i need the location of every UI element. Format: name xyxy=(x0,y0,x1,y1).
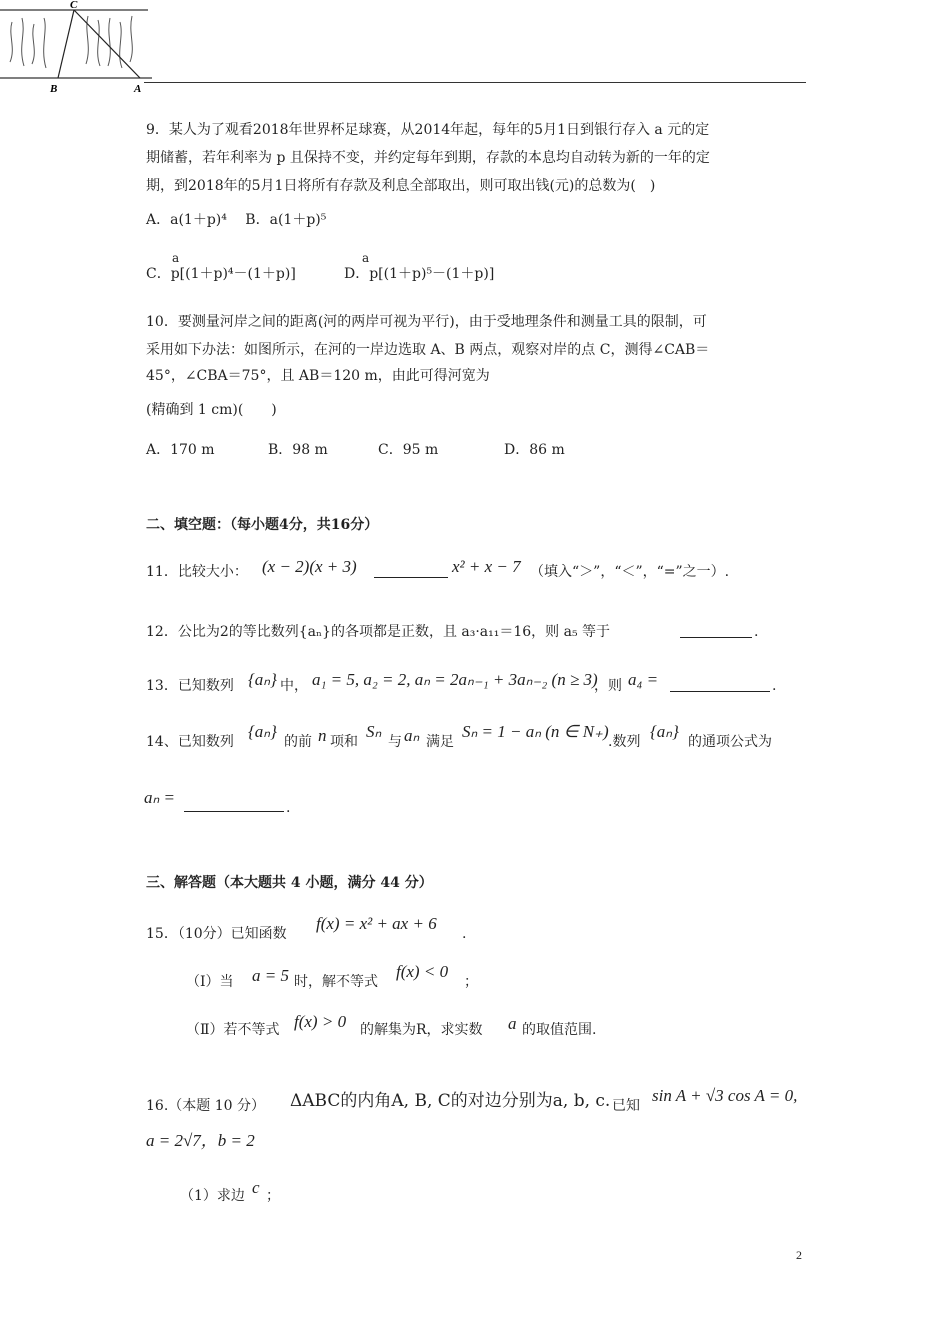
q10-option-b: B．98 m xyxy=(268,442,328,458)
q9-line3: 期，到2018年的5月1日将所有存款及利息全部取出，则可取出钱(元)的总数为( ) xyxy=(146,178,656,194)
q14-condition: Sₙ = 1 − aₙ (n ∈ N₊) xyxy=(462,722,609,741)
q10-line3: 45°，∠CBA＝75°，且 AB＝120 m，由此可得河宽为 xyxy=(146,368,490,384)
q16-part1-prefix: （1）求边 xyxy=(180,1188,245,1204)
q11-expr2: x² + x − 7 xyxy=(452,557,521,576)
q12-tail: . xyxy=(754,624,759,640)
q15-part2-inequality: f(x) > 0 xyxy=(294,1012,347,1031)
q13-then: ，则 xyxy=(594,678,622,694)
q11-suffix: （填入“＞”，“＜”，“=”之一）. xyxy=(530,564,730,580)
q14-sn: Sₙ xyxy=(366,722,382,741)
q14-tail: . xyxy=(286,800,291,816)
q12-text: 12．公比为2的等比数列{aₙ}的各项都是正数，且 a₃·a₁₁＝16，则 a₅ 等于 xyxy=(146,624,611,640)
q14-t3: 与 xyxy=(388,734,402,750)
point-c-label: C xyxy=(70,0,78,11)
q16-part1-c: c xyxy=(252,1178,260,1197)
q12-answer-blank[interactable] xyxy=(680,622,752,638)
q11-expr1: (x − 2)(x + 3) xyxy=(262,557,357,576)
q16-part1-tail: ； xyxy=(266,1188,280,1204)
q10-option-d: D．86 m xyxy=(504,442,565,458)
q10-line1: 10．要测量河岸之间的距离(河的两岸可视为平行)，由于受地理条件和测量工具的限制，可 xyxy=(146,314,707,330)
q16-equation: sin A + √3 cos A = 0, xyxy=(652,1086,798,1105)
q15-part2-prefix: （Ⅱ）若不等式 xyxy=(186,1022,280,1038)
q10-line2: 采用如下办法：如图所示，在河的一岸边选取 A、B 两点，观察对岸的点 C，测得∠CAB＝ xyxy=(146,342,710,358)
q15-part1-tail: ； xyxy=(464,974,478,990)
q9-line1: 9．某人为了观看2018年世界杯足球赛，从2014年起，每年的5月1日到银行存入 a 元的定 xyxy=(146,122,710,138)
section3-title: 三、解答题（本大题共 4 小题，满分 44 分） xyxy=(146,875,433,891)
q14-answer-blank[interactable] xyxy=(184,796,284,812)
q9-option-c: C．p[(1＋p)⁴－(1＋p)] xyxy=(146,266,296,282)
segment-cb xyxy=(58,10,74,78)
header-rule xyxy=(144,82,806,83)
q10-option-c: C．95 m xyxy=(378,442,439,458)
q10-line4: (精确到 1 cm)( ) xyxy=(146,402,277,418)
q13-a4: a₄ = xyxy=(628,670,659,689)
q10-option-a: A．170 m xyxy=(146,442,215,458)
q15-part2-mid: 的解集为R，求实数 xyxy=(360,1022,483,1038)
q14-seq2: {aₙ} xyxy=(650,722,679,741)
q15-function: f(x) = x² + ax + 6 xyxy=(316,914,437,933)
q15-part1-mid: 时，解不等式 xyxy=(294,974,378,990)
q9-option-d-numerator: a xyxy=(362,251,370,265)
q14-t5: .数列 xyxy=(608,734,641,750)
q14-an: aₙ xyxy=(404,726,420,745)
q16-prefix: 16.（本题 10 分） xyxy=(146,1098,265,1114)
q16-triangle-statement: ΔABC的内角A, B, C的对边分别为a, b, c. xyxy=(290,1091,611,1111)
q13-condition: a₁ = 5, a₂ = 2, aₙ = 2aₙ₋₁ + 3aₙ₋₂ (n ≥ 3) xyxy=(312,670,598,689)
q15-prefix: 15．（10分）已知函数 xyxy=(146,926,287,942)
q14-answer-label: aₙ = xyxy=(144,788,175,807)
q14-prefix: 14、已知数列 xyxy=(146,734,234,750)
section2-title: 二、填空题：（每小题4分，共16分） xyxy=(146,517,379,533)
q14-t4: 满足 xyxy=(426,734,454,750)
q16-known: 已知 xyxy=(612,1098,640,1114)
q13-prefix: 13．已知数列 xyxy=(146,678,234,694)
q9-line2: 期储蓄，若年利率为 p 且保持不变，并约定每年到期，存款的本息均自动转为新的一年的定 xyxy=(146,150,710,166)
q14-n: n xyxy=(318,726,327,745)
q14-t1: 的前 xyxy=(284,734,312,750)
q15-part1-prefix: （Ⅰ）当 xyxy=(186,974,234,990)
q11-answer-blank[interactable] xyxy=(374,562,448,578)
q9-option-c-numerator: a xyxy=(172,251,180,265)
q16-given-values: a = 2√7，b = 2 xyxy=(146,1131,255,1150)
q13-tail: . xyxy=(772,678,777,694)
segment-ca xyxy=(74,10,140,78)
q15-part2-a: a xyxy=(508,1014,517,1033)
q15-part1-condition: a = 5 xyxy=(252,966,289,985)
q14-t6: 的通项公式为 xyxy=(688,734,772,750)
q15-part1-inequality: f(x) < 0 xyxy=(396,962,449,981)
q14-seq: {aₙ} xyxy=(248,722,277,741)
q13-answer-blank[interactable] xyxy=(670,676,770,692)
river-diagram xyxy=(0,0,160,98)
point-b-label: B xyxy=(50,83,58,95)
q13-seq: {aₙ} xyxy=(248,670,277,689)
q13-mid: 中， xyxy=(280,678,308,694)
q15-tail: . xyxy=(462,926,467,942)
q9-option-d: D．p[(1＋p)⁵－(1＋p)] xyxy=(344,266,495,282)
q15-part2-tail: 的取值范围. xyxy=(522,1022,597,1038)
q9-options-ab: A．a(1＋p)⁴ B．a(1＋p)⁵ xyxy=(146,212,327,228)
point-a-label: A xyxy=(134,83,142,95)
q14-t2: 项和 xyxy=(330,734,358,750)
q11-prefix: 11．比较大小： xyxy=(146,564,248,580)
page-number: 2 xyxy=(796,1248,802,1262)
